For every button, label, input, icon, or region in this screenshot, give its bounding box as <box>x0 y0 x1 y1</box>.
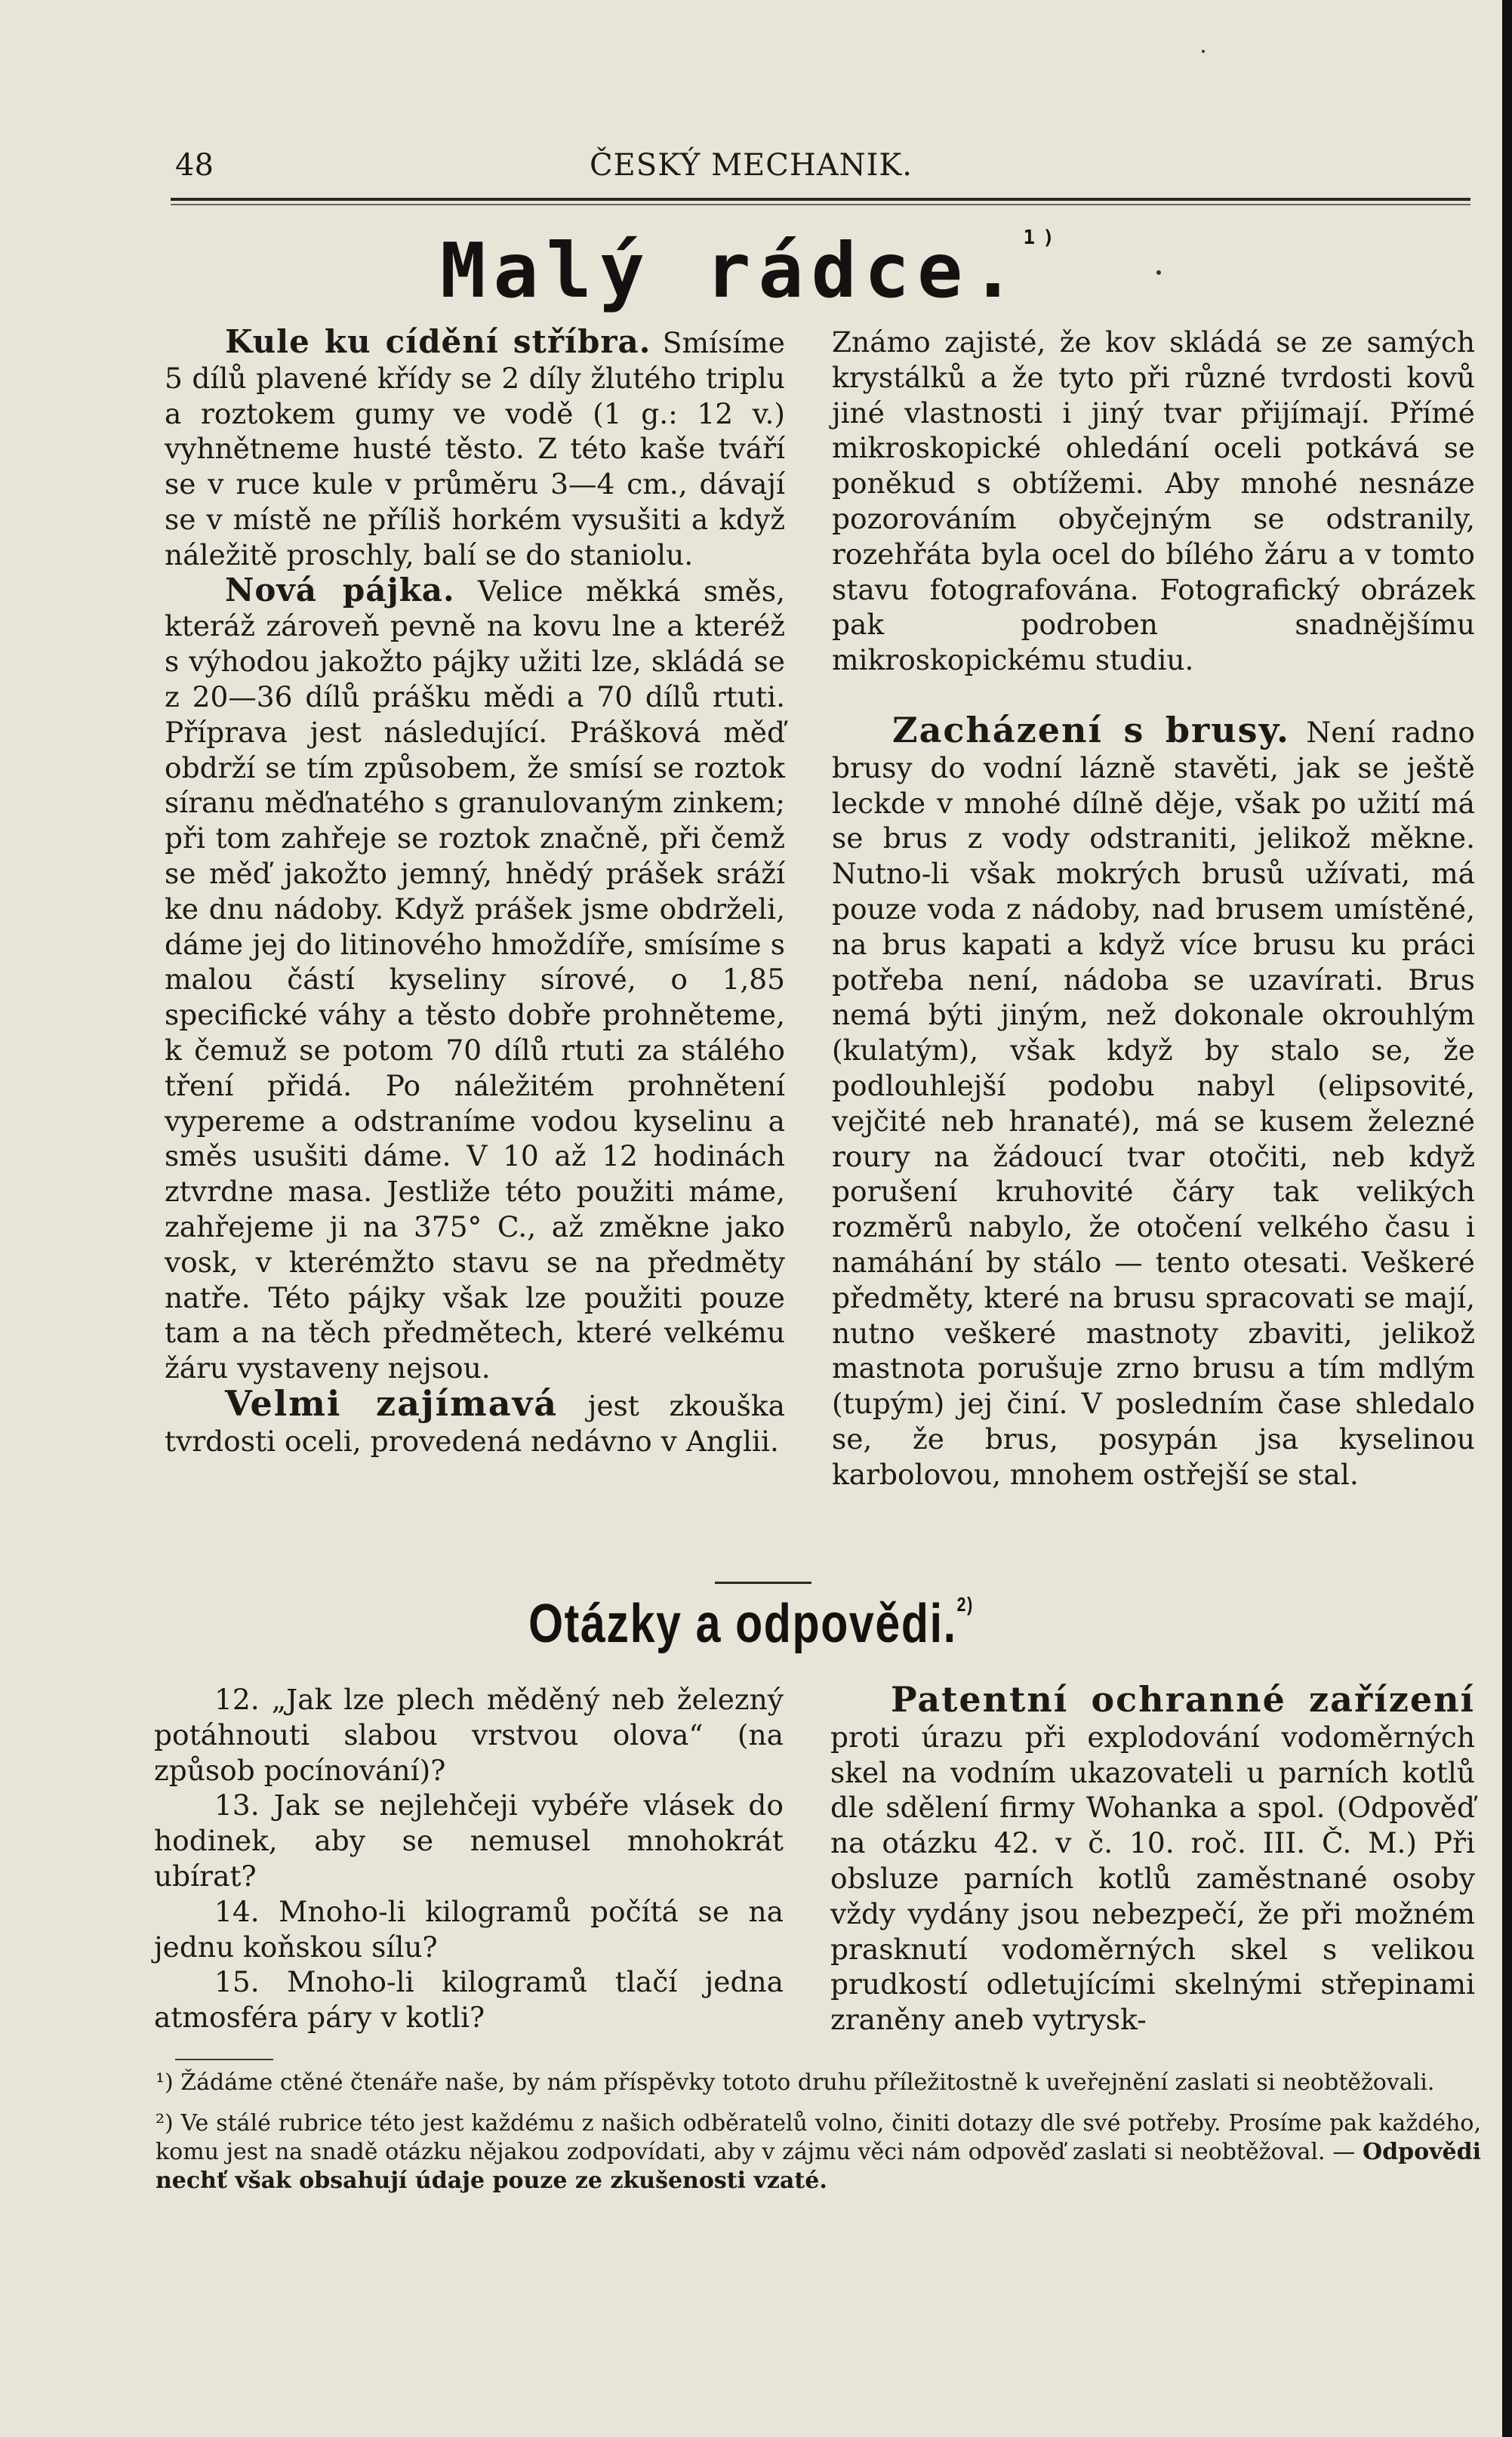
article-column-left <box>165 325 785 1459</box>
article-heading: Zacházení s brusy. <box>892 709 1291 750</box>
header-rule <box>171 198 1470 201</box>
footnote-rule <box>175 2059 273 2060</box>
article-brusy <box>832 709 1475 1493</box>
article-text: Smísíme 5 dílů plavené křídy se 2 díly žlutého triplu a roztokem gumy ve vodě (1 g.: 12 v.) vyhnětneme husté těsto. Z této kaše tváří se v ruce kule v průměru 3—4 cm., dávají se v místě ne příliš horkém vysušiti a když náležitě proschly, balí se do staniolu. <box>165 326 785 572</box>
article-kule <box>165 325 785 573</box>
section-title-maly-radce <box>0 226 1502 315</box>
footnotes <box>156 2069 1481 2195</box>
questions-column <box>154 1682 784 2035</box>
section-title-text: Otázky a odpovědi. <box>528 1594 957 1654</box>
print-speck <box>1156 270 1161 275</box>
page-number: 48 <box>175 148 214 183</box>
scan-edge <box>1502 0 1512 2437</box>
article-heading: Velmi zajímavá <box>225 1382 559 1424</box>
footnote-1: ¹) Žádáme ctěné čtenáře naše, by nám příspěvky tototo druhu příležitostně k uveřejnění zaslati si neobtěžovali. <box>156 2069 1435 2096</box>
footnote-2: ²) Ve stálé rubrice této jest každému z našich odběratelů volno, činiti dotazy dle své potřeby. Prosíme pak každého, komu jest na snadě otázku nějakou zodpovídati, aby v zájmu věci nám odpověď zaslati si neobtěžoval. — Odpovědi nechť však obsahují údaje pouze ze zkušenosti vzaté. <box>156 2110 1481 2194</box>
article-text: Velice měkká směs, kteráž zároveň pevně na kovu lne a kteréž s výhodou jakožto pájky užiti lze, skládá se z 20—36 dílů prášku mědi a 70 dílů rtuti. Příprava jest následující. Prášková měď obdrží se tím způsobem, že smísí se roztok síranu měďnatého s granulovaným zinkem; při tom zahřeje se roztok značně, při čemž se měď jakožto jemný, hnědý prášek sráží ke dnu nádoby. Když prášek jsme obdrželi, dáme jej do litinového hmoždíře, smísíme s malou částí kyseliny sírové, o 1,85 specifické váhy a těsto dobře prohněteme, k čemuž se potom 70 dílů rtuti za stálého tření přidá. Po náležitém prohnětení vypereme a odstraníme vodou kyselinu a směs usušiti dáme. V 10 až 12 hodinách ztvrdne masa. Jestliže této použiti máme, zahřejeme ji na 375° C., až změkne jako vosk, v kterémžto stavu se na předměty natře. Této pájky však lze použiti pouze tam a na těch předmětech, které velkému žáru vystaveny nejsou. <box>165 574 786 1385</box>
question-item: 15. Mnoho-li kilogramů tlačí jedna atmosféra páry v kotli? <box>154 1965 784 2035</box>
footnote-marker: 2) <box>956 1593 974 1616</box>
article-zkouska-cont <box>832 325 1475 678</box>
section-divider <box>715 1582 811 1584</box>
section-title-text: Malý rádce. <box>440 226 1024 315</box>
article-heading: Kule ku cídění stříbra. <box>225 323 651 360</box>
article-heading: Patentní ochranné zařízení <box>891 1679 1475 1720</box>
question-item: 14. Mnoho-li kilogramů počítá se na jednu koňskou sílu? <box>154 1894 784 1964</box>
print-speck <box>1202 50 1205 53</box>
answer-patent <box>830 1679 1475 2038</box>
footnote-marker: 1) <box>1023 226 1062 249</box>
article-heading: Nová pájka. <box>225 571 455 608</box>
article-text: Není radno brusy do vodní lázně stavěti, jak se ještě leckde v mnohé dílně děje, však po užití má se brus z vody odstraniti, jelikož měkne. Nutno-li však mokrých brusů užívati, má pouze voda z nádoby, nad brusem umístěné, na brus kapati a když více brusu ku práci potřeba není, nádoba se uzavírati. Brus nemá býti jiným, než dokonale okrouhlým (kulatým), však když by stalo se, že podlouhlejší podobu nabyl (elipsovité, vejčité neb hranaté), má se kusem železné roury na žádoucí tvar otočiti, neb když porušení kruhovité čáry tak velikých rozměrů nabylo, že otočení velkého času i namáhání by stálo — tento otesati. Veškeré předměty, které na brusu spracovati se mají, nutno veškeré mastnoty zbaviti, jelikož mastnota porušuje zrno brusu a tím mdlým (tupým) jej činí. V posledním čase shledalo se, že brus, posypán jsa kyselinou karbolovou, mnohem ostřejší se stal. <box>832 715 1475 1491</box>
answer-column <box>830 1679 1475 2038</box>
section-title-otazky <box>135 1593 1367 1655</box>
article-text: jest zkouška tvrdosti oceli, provedená nedávno v Anglii. <box>165 1388 786 1458</box>
article-text: Známo zajisté, že kov skládá se ze samých krystálků a že tyto při různé tvrdosti kovů jiné vlastnosti i jiný tvar přijímají. Přímé mikroskopické ohledání oceli potkává se poněkud s obtížemi. Aby mnohé nesnáze pozorováním obyčejným se odstranily, rozehřáta byla ocel do bílého žáru a v tomto stavu fotografována. Fotografický obrázek pak podroben snadnějšímu mikroskopickému studiu. <box>832 325 1475 677</box>
question-item: 12. „Jak lze plech měděný neb železný potáhnouti slabou vrstvou olova“ (na způsob pocínování)? <box>154 1683 784 1787</box>
article-zkouska <box>165 1382 786 1459</box>
article-column-right <box>832 325 1475 1493</box>
article-pajka <box>165 573 785 1386</box>
question-item: 13. Jak se nejlehčeji vybéře vlásek do hodinek, aby se nemusel mnohokrát ubírat? <box>154 1788 784 1893</box>
journal-title: ČESKÝ MECHANIK. <box>589 148 913 183</box>
article-text: proti úrazu při explodování vodoměrných skel na vodním ukazovateli u parních kotlů dle sdělení firmy Wohanka a spol. (Odpověď na otázku 42. v č. 10. roč. III. Č. M.) Při obsluze parních kotlů zaměstnané osoby vždy vydány jsou nebezpečí, že při možném prasknutí vodoměrných skel s velikou prudkostí odletujícími skelnými střepinami zraněny aneb vytrysk- <box>830 1720 1475 2037</box>
header-rule-thin <box>171 204 1470 205</box>
